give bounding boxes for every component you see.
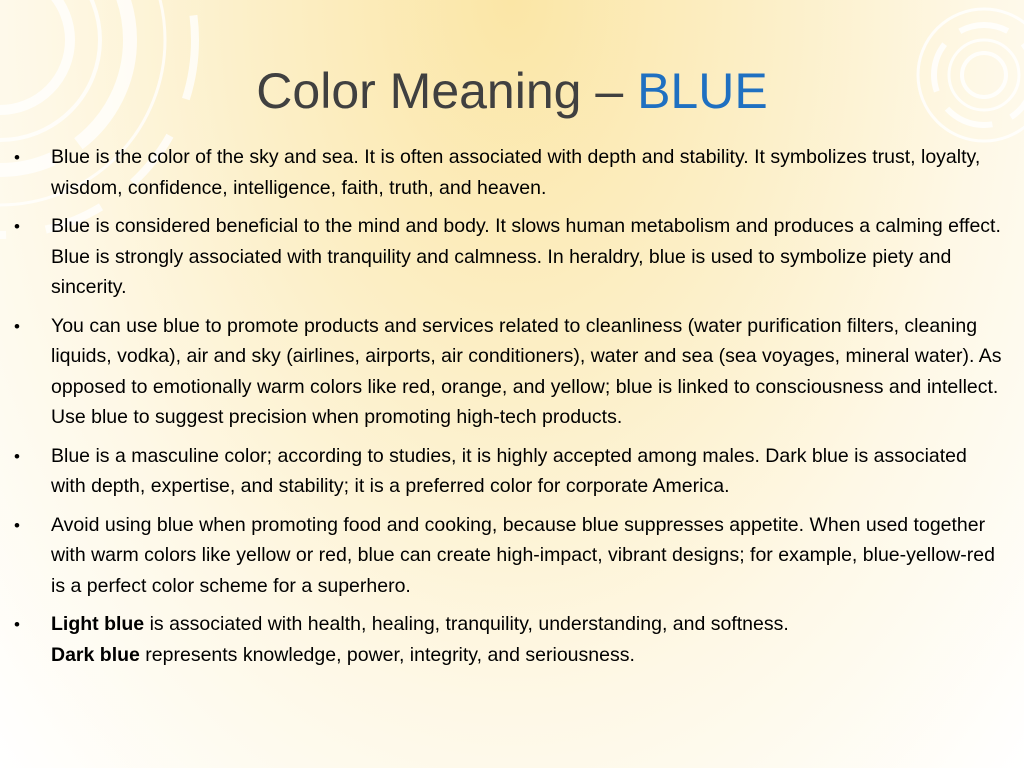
bullet-icon: • [14,446,20,466]
bullet-text: Avoid using blue when promoting food and cooking, because blue suppresses appetite. When used together with warm colors like yellow or red, blue can create high-impact, vibrant designs; for example, blue-yellow-red is a perfect color scheme for a superhero. [51,513,995,597]
bullet-text: Blue is considered beneficial to the mind and body. It slows human metabolism and produces a calming effect. Blue is strongly associated with tranquility and calmness. In heraldry, blue is used to symbolize piety and sincerity. [51,215,1001,298]
dark-blue-description: represents knowledge, power, integrity, and seriousness. [139,643,635,666]
slide-title [0,62,1024,120]
light-blue-description: is associated with health, healing, tranquility, understanding, and softness. [144,613,789,635]
bullet-icon: • [14,217,20,236]
bullet-item [12,142,1002,203]
bullet-icon: • [14,515,20,535]
light-blue-term: Light blue [51,613,145,635]
bullet-icon: • [14,615,20,634]
bullet-item [12,441,1002,502]
bullet-text [51,609,789,670]
dark-blue-term: Dark blue [51,643,140,666]
bullet-icon: • [14,316,20,336]
bullet-item [12,510,1002,602]
title-accent: BLUE [637,63,768,119]
bullet-item [12,211,1002,303]
bullet-item [12,609,1002,670]
bullet-item [12,311,1002,433]
bullet-text: You can use blue to promote products and services related to cleanliness (water purification filters, cleaning liquids, vodka), air and sky (airlines, airports, air conditioners), water and sea (sea voyages, mineral water). As opposed to emotionally warm colors like red, orange, and yellow; blue is linked to consciousness and intellect. Use blue to suggest precision when promoting high-tech products. [51,314,1002,428]
bullet-list [12,142,1002,678]
bullet-text: Blue is a masculine color; according to studies, it is highly accepted among males. Dark blue is associated with depth, expertise, and stability; it is a preferred color for corporate America. [51,444,967,497]
bullet-text: Blue is the color of the sky and sea. It is often associated with depth and stability. It symbolizes trust, loyalty, wisdom, confidence, intelligence, faith, truth, and heaven. [51,146,981,199]
bullet-icon: • [14,148,20,167]
title-prefix: Color Meaning – [256,63,638,119]
